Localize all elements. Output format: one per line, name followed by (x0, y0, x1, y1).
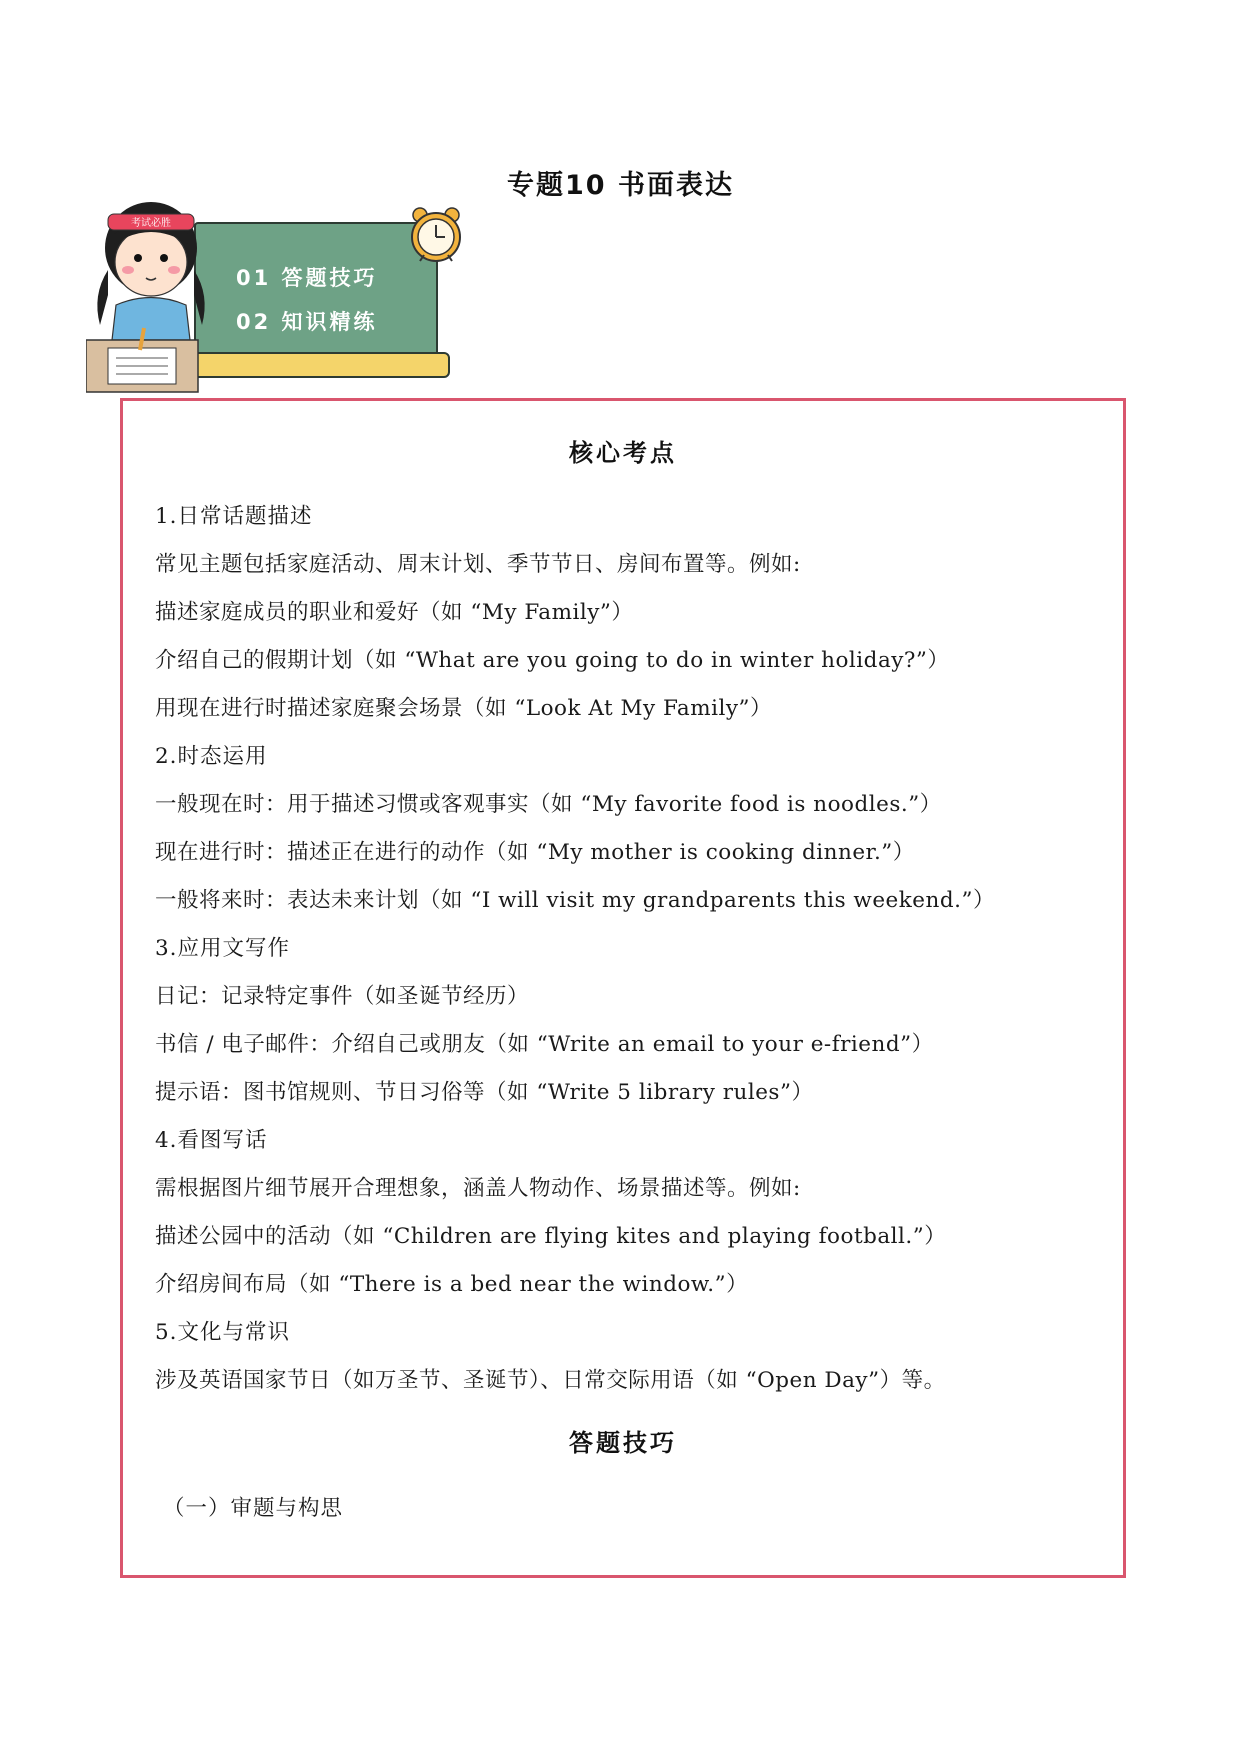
content-line: 描述公园中的活动（如 “Children are flying kites and playing football.”） (155, 1224, 947, 1249)
content-line: 常见主题包括家庭活动、周末计划、季节节日、房间布置等。例如: (155, 552, 801, 577)
content-line: 书信 / 电子邮件：介绍自己或朋友（如 “Write an email to your e-friend”） (155, 1032, 934, 1057)
content-line: 日记：记录特定事件（如圣诞节经历） (155, 984, 530, 1009)
core-points-list (155, 493, 1105, 1405)
heading-practical-writing: 3.应用文写作 (155, 936, 291, 961)
content-line: 一般将来时：表达未来计划（如 “I will visit my grandparents this weekend.”） (155, 888, 995, 913)
content-line: 需根据图片细节展开合理想象，涵盖人物动作、场景描述等。例如: (155, 1176, 801, 1201)
header-banner (86, 200, 466, 390)
chalkboard (194, 222, 438, 366)
content-line: 描述家庭成员的职业和爱好（如 “My Family”） (155, 600, 634, 625)
heading-daily-topics: 1.日常话题描述 (155, 504, 313, 529)
content-line: 用现在进行时描述家庭聚会场景（如 “Look At My Family”） (155, 696, 773, 721)
alarm-clock-icon (406, 205, 466, 265)
content-line: 提示语：图书馆规则、节日习俗等（如 “Write 5 library rules”） (155, 1080, 814, 1105)
student-girl-illustration (86, 200, 216, 395)
content-line: 介绍房间布局（如 “There is a bed near the window.”） (155, 1272, 749, 1297)
content-line: 涉及英语国家节日（如万圣节、圣诞节）、日常交际用语（如 “Open Day”）等。 (155, 1368, 946, 1393)
chalkboard-ledge (196, 352, 450, 378)
headband-text: 考试必胜 (131, 218, 171, 229)
core-points-title: 核心考点 (569, 439, 677, 467)
core-points-box (120, 398, 1126, 1578)
content-line: 介绍自己的假期计划（如 “What are you going to do in winter holiday?”） (155, 648, 950, 673)
heading-tenses: 2.时态运用 (155, 744, 268, 769)
tips-title: 答题技巧 (569, 1429, 677, 1457)
heading-culture: 5.文化与常识 (155, 1320, 291, 1345)
page-title: 专题10 书面表达 (507, 170, 734, 201)
content-line: 一般现在时：用于描述习惯或客观事实（如 “My favorite food is noodles.”） (155, 792, 942, 817)
content-line: 现在进行时：描述正在进行的动作（如 “My mother is cooking dinner.”） (155, 840, 915, 865)
board-item-tips: 01 答题技巧 (236, 266, 378, 290)
heading-picture-writing: 4.看图写话 (155, 1128, 268, 1153)
board-item-practice: 02 知识精练 (236, 310, 378, 334)
tips-subsection: （一）审题与构思 (163, 1496, 344, 1521)
